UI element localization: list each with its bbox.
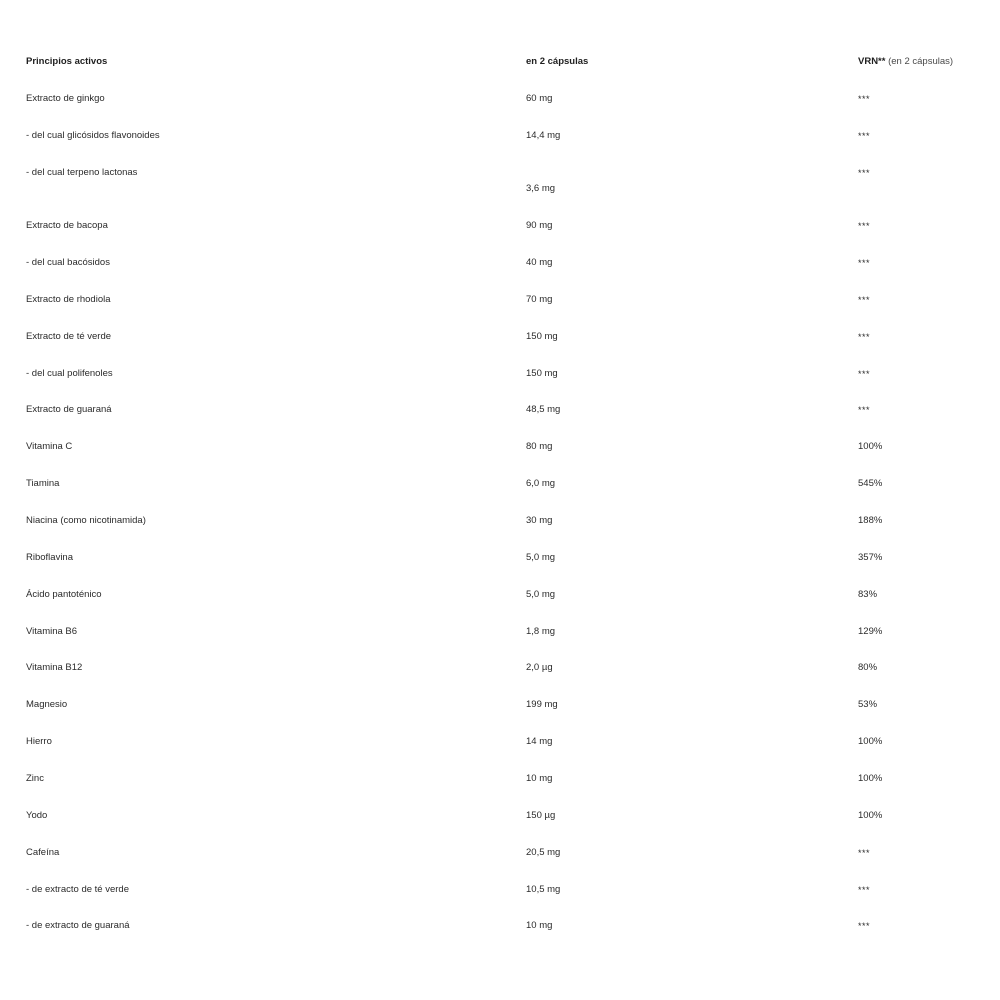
amount-value: 30 mg xyxy=(526,515,553,526)
ingredient-name: Hierro xyxy=(26,736,52,747)
table-row xyxy=(0,92,1000,112)
amount-value: 80 mg xyxy=(526,441,553,452)
table-row xyxy=(0,514,1000,534)
amount-value: 20,5 mg xyxy=(526,847,561,858)
table-row xyxy=(0,809,1000,829)
amount-value: 90 mg xyxy=(526,220,553,231)
header-vrn xyxy=(858,55,953,69)
table-row xyxy=(0,698,1000,718)
ingredient-name: - del cual terpeno lactonas xyxy=(26,167,138,178)
vrn-value: *** xyxy=(858,921,871,931)
amount-value: 2,0 µg xyxy=(526,662,553,673)
amount-value: 150 µg xyxy=(526,810,556,821)
ingredient-name: Tiamina xyxy=(26,478,60,489)
amount-value: 6,0 mg xyxy=(526,478,556,489)
header-vrn-label: VRN** xyxy=(858,56,886,67)
table-row xyxy=(0,129,1000,149)
ingredient-name: Extracto de rhodiola xyxy=(26,294,111,305)
amount-value: 60 mg xyxy=(526,93,553,104)
ingredient-name: Extracto de ginkgo xyxy=(26,93,105,104)
ingredient-name: Extracto de té verde xyxy=(26,331,112,342)
amount-value: 199 mg xyxy=(526,699,558,710)
vrn-value: *** xyxy=(858,94,871,104)
ingredient-name: - de extracto de té verde xyxy=(26,884,129,895)
header-amount: en 2 cápsulas xyxy=(526,56,589,67)
table-row xyxy=(0,440,1000,460)
vrn-value: 83% xyxy=(858,589,878,600)
vrn-value: 100% xyxy=(858,441,883,452)
table-row xyxy=(0,625,1000,645)
vrn-value: *** xyxy=(858,332,871,342)
table-row xyxy=(0,166,1000,198)
vrn-value: 100% xyxy=(858,773,883,784)
vrn-value: *** xyxy=(858,848,871,858)
amount-value: 10,5 mg xyxy=(526,884,561,895)
amount-value: 40 mg xyxy=(526,257,553,268)
amount-value: 150 mg xyxy=(526,368,558,379)
amount-value: 5,0 mg xyxy=(526,589,556,600)
amount-value: 5,0 mg xyxy=(526,552,556,563)
amount-value: 3,6 mg xyxy=(526,183,556,194)
ingredient-name: Extracto de guaraná xyxy=(26,404,112,415)
amount-value: 10 mg xyxy=(526,920,553,931)
header-vrn-note: (en 2 cápsulas) xyxy=(888,56,954,67)
table-row xyxy=(0,219,1000,239)
vrn-value: 53% xyxy=(858,699,878,710)
ingredient-name: Vitamina C xyxy=(26,441,73,452)
table-row xyxy=(0,846,1000,866)
amount-value: 14 mg xyxy=(526,736,553,747)
vrn-value: 129% xyxy=(858,626,883,637)
vrn-value: 188% xyxy=(858,515,883,526)
table-row xyxy=(0,293,1000,313)
table-row xyxy=(0,883,1000,903)
vrn-value: *** xyxy=(858,295,871,305)
amount-value: 10 mg xyxy=(526,773,553,784)
table-row xyxy=(0,330,1000,350)
ingredient-name: Zinc xyxy=(26,773,44,784)
header-ingredient: Principios activos xyxy=(26,56,108,67)
vrn-value: 80% xyxy=(858,662,878,673)
ingredient-name: - de extracto de guaraná xyxy=(26,920,130,931)
table-row xyxy=(0,772,1000,792)
vrn-value: *** xyxy=(858,405,871,415)
vrn-value: 100% xyxy=(858,810,883,821)
ingredient-name: Niacina (como nicotinamida) xyxy=(26,515,146,526)
table-row xyxy=(0,256,1000,276)
ingredient-name: - del cual bacósidos xyxy=(26,257,110,268)
amount-value: 70 mg xyxy=(526,294,553,305)
vrn-value: 357% xyxy=(858,552,883,563)
vrn-value: 100% xyxy=(858,736,883,747)
table-row xyxy=(0,403,1000,423)
vrn-value: *** xyxy=(858,221,871,231)
table-row xyxy=(0,477,1000,497)
ingredient-name: Yodo xyxy=(26,810,48,821)
ingredient-name: Vitamina B12 xyxy=(26,662,83,673)
vrn-value: *** xyxy=(858,131,871,141)
ingredient-name: Ácido pantoténico xyxy=(26,589,102,600)
amount-value: 14,4 mg xyxy=(526,130,561,141)
table-row xyxy=(0,367,1000,387)
ingredient-name: Magnesio xyxy=(26,699,68,710)
table-row xyxy=(0,735,1000,755)
amount-value: 48,5 mg xyxy=(526,404,561,415)
amount-value: 150 mg xyxy=(526,331,558,342)
table-header-row xyxy=(0,55,1000,75)
ingredient-name: Extracto de bacopa xyxy=(26,220,108,231)
vrn-value: *** xyxy=(858,258,871,268)
vrn-value: *** xyxy=(858,885,871,895)
vrn-value: 545% xyxy=(858,478,883,489)
amount-value: 1,8 mg xyxy=(526,626,556,637)
table-row xyxy=(0,588,1000,608)
ingredient-name: Riboflavina xyxy=(26,552,73,563)
vrn-value: *** xyxy=(858,369,871,379)
table-row xyxy=(0,919,1000,939)
vrn-value: *** xyxy=(858,168,871,178)
table-row xyxy=(0,661,1000,681)
ingredient-name: Vitamina B6 xyxy=(26,626,78,637)
ingredient-name: - del cual polifenoles xyxy=(26,368,113,379)
ingredient-name: - del cual glicósidos flavonoides xyxy=(26,130,160,141)
ingredient-name: Cafeína xyxy=(26,847,60,858)
table-row xyxy=(0,551,1000,571)
